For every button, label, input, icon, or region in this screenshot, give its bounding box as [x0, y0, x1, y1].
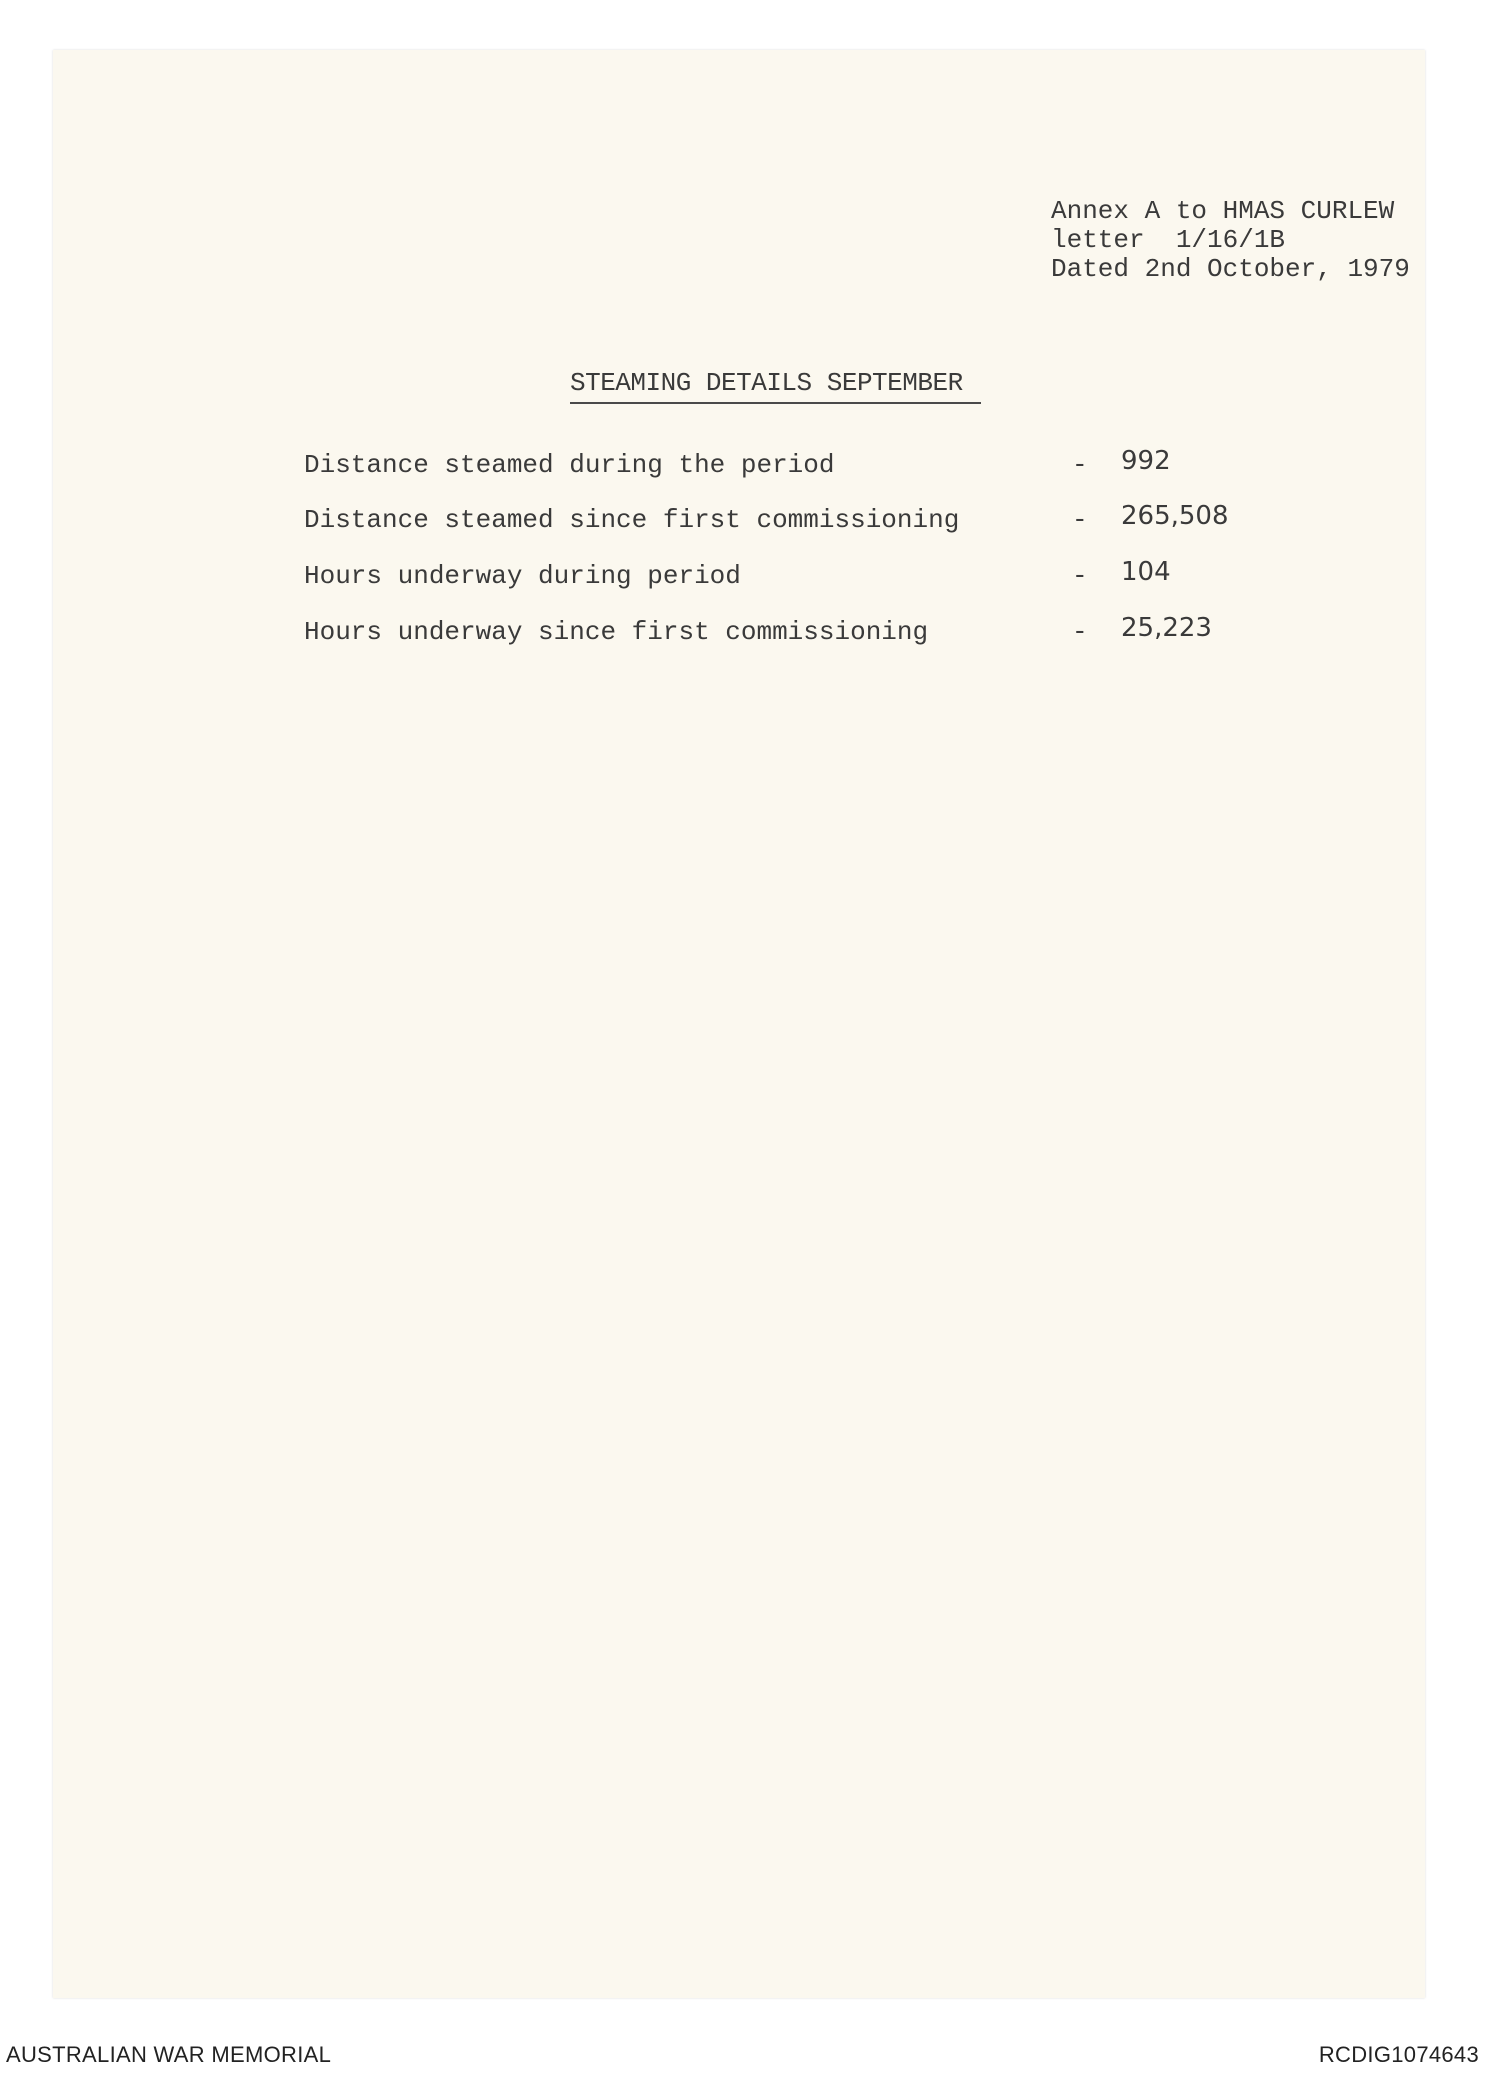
detail-value: 25,223: [1121, 613, 1212, 643]
detail-row: [304, 446, 1304, 486]
detail-dash: -: [1072, 617, 1088, 647]
detail-row: [304, 557, 1304, 597]
annex-line-1: Annex A to HMAS CURLEW: [1051, 196, 1395, 226]
detail-value: 104: [1121, 557, 1171, 587]
footer-identifier: RCDIG1074643: [1318, 2042, 1479, 2067]
footer-source: AUSTRALIAN WAR MEMORIAL: [6, 2042, 332, 2067]
detail-value: 265,508: [1121, 501, 1229, 531]
annex-header: [1051, 197, 1410, 284]
detail-dash: -: [1072, 505, 1088, 535]
detail-label: Distance steamed since first commissioning: [304, 505, 960, 535]
detail-value: 992: [1121, 446, 1171, 476]
document-title: STEAMING DETAILS SEPTEMBER: [570, 368, 981, 404]
annex-line-3: Dated 2nd October, 1979: [1051, 254, 1410, 284]
detail-row: [304, 613, 1304, 653]
document-page: [53, 50, 1425, 1998]
detail-dash: -: [1072, 561, 1088, 591]
detail-dash: -: [1072, 450, 1088, 480]
detail-label: Hours underway during period: [304, 561, 741, 591]
detail-row: [304, 501, 1304, 541]
detail-label: Hours underway since first commissioning: [304, 617, 929, 647]
annex-line-2: letter 1/16/1B: [1051, 225, 1286, 255]
detail-label: Distance steamed during the period: [304, 450, 835, 480]
